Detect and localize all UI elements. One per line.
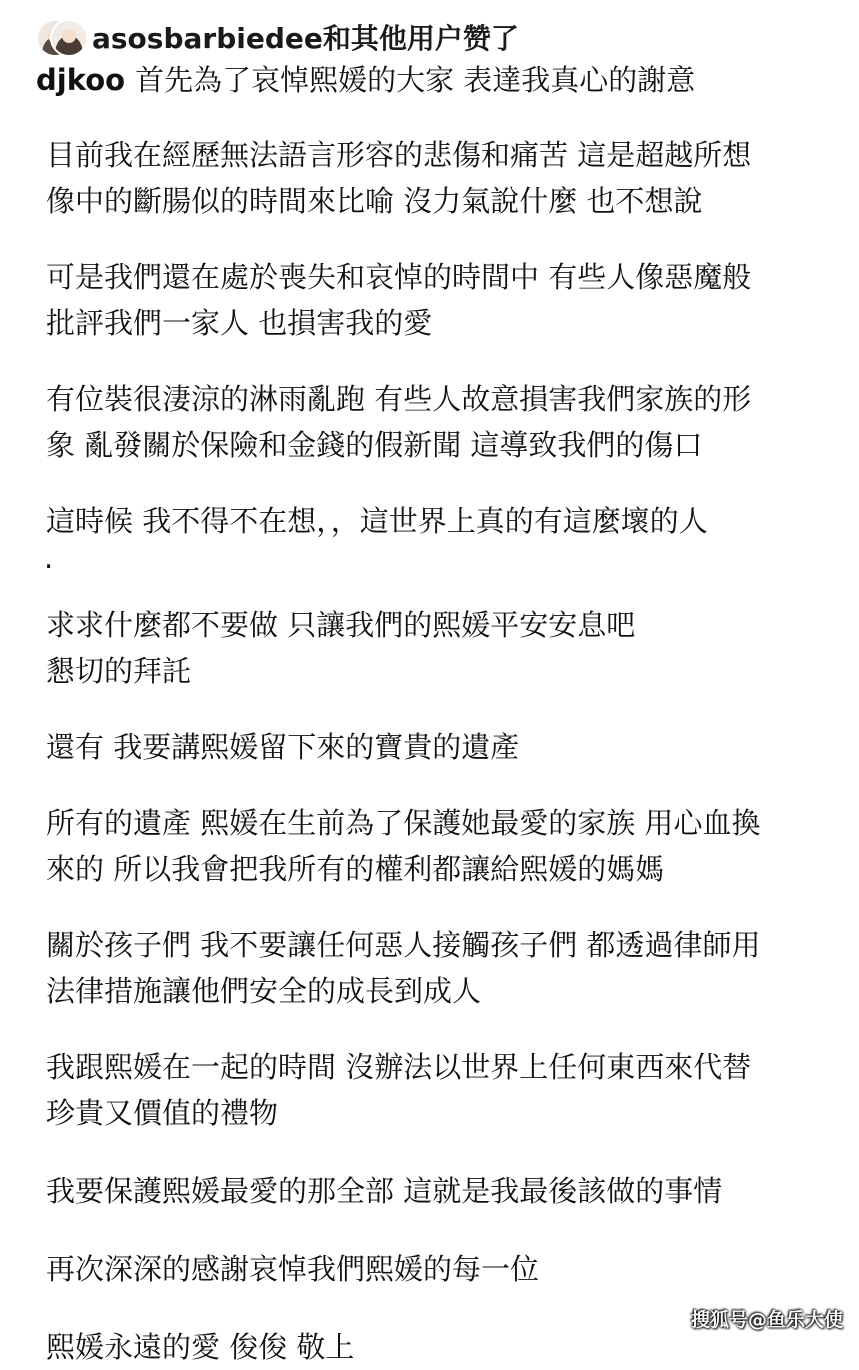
caption-line: 來的 所以我會把我所有的權利都讓給熙媛的媽媽 — [46, 852, 665, 886]
likes-summary — [92, 17, 519, 57]
author-username[interactable]: djkoo — [36, 63, 126, 97]
caption-line: 我跟熙媛在一起的時間 沒辦法以世界上任何東西來代替 — [46, 1050, 752, 1084]
caption-line: 珍貴又價值的禮物 — [46, 1096, 279, 1130]
caption-paragraph — [36, 1246, 836, 1292]
caption-line: 法律措施讓他們安全的成長到成人 — [46, 974, 482, 1008]
avatar[interactable] — [50, 19, 88, 57]
caption-line: 象 亂發關於保險和金錢的假新聞 這導致我們的傷口 — [46, 428, 703, 462]
caption-line: 這時候 我不得不在想，，這世界上真的有這麼壞的人 — [46, 504, 708, 538]
caption-paragraph — [36, 132, 836, 224]
caption-paragraph — [36, 254, 836, 346]
caption-paragraph — [36, 1044, 836, 1136]
caption-opening-text: 首先為了哀悼熙媛的大家 表達我真心的謝意 — [135, 63, 696, 97]
caption-line: 批評我們一家人 也損害我的愛 — [46, 306, 433, 340]
post-caption — [36, 58, 836, 1370]
caption-dot: . — [44, 544, 54, 572]
caption-line: 我要保護熙媛最愛的那全部 這就是我最後該做的事情 — [46, 1174, 723, 1208]
caption-line: 目前我在經歷無法語言形容的悲傷和痛苦 這是超越所想 — [46, 138, 752, 172]
caption-line: 可是我們還在處於喪失和哀悼的時間中 有些人像惡魔般 — [46, 260, 752, 294]
caption-paragraph — [36, 1168, 836, 1214]
avatar-photo-icon — [52, 21, 86, 55]
caption-line: 有位裝很淒涼的淋雨亂跑 有些人故意損害我們家族的形 — [46, 382, 752, 416]
liker-avatars[interactable] — [36, 17, 82, 57]
caption-line: 熙媛永遠的愛 俊俊 敬上 — [46, 1330, 355, 1364]
caption-paragraph — [36, 724, 836, 770]
caption-paragraph — [36, 922, 836, 1014]
caption-line: 所有的遺產 熙媛在生前為了保護她最愛的家族 用心血換 — [46, 806, 761, 840]
caption-paragraph — [36, 498, 836, 544]
caption-line: 懇切的拜託 — [46, 654, 192, 688]
caption-line: 還有 我要講熙媛留下來的寶貴的遺產 — [46, 730, 520, 764]
watermark: 搜狐号@鱼乐大使 — [690, 1309, 843, 1331]
caption-line: 再次深深的感謝哀悼我們熙媛的每一位 — [46, 1252, 540, 1286]
liker-username[interactable]: asosbarbiedee — [92, 22, 323, 55]
caption-paragraph — [36, 800, 836, 892]
caption-line: 求求什麼都不要做 只讓我們的熙媛平安安息吧 — [46, 608, 636, 642]
likes-bar — [36, 14, 519, 60]
caption-body — [36, 132, 836, 1370]
caption-paragraph — [36, 602, 836, 694]
caption-first-line — [36, 58, 836, 102]
likes-suffix: 和其他用户赞了 — [322, 22, 519, 55]
caption-paragraph — [36, 376, 836, 468]
caption-line: 關於孩子們 我不要讓任何惡人接觸孩子們 都透過律師用 — [46, 928, 761, 962]
caption-line: 像中的斷腸似的時間來比喻 沒力氣說什麼 也不想說 — [46, 184, 703, 218]
